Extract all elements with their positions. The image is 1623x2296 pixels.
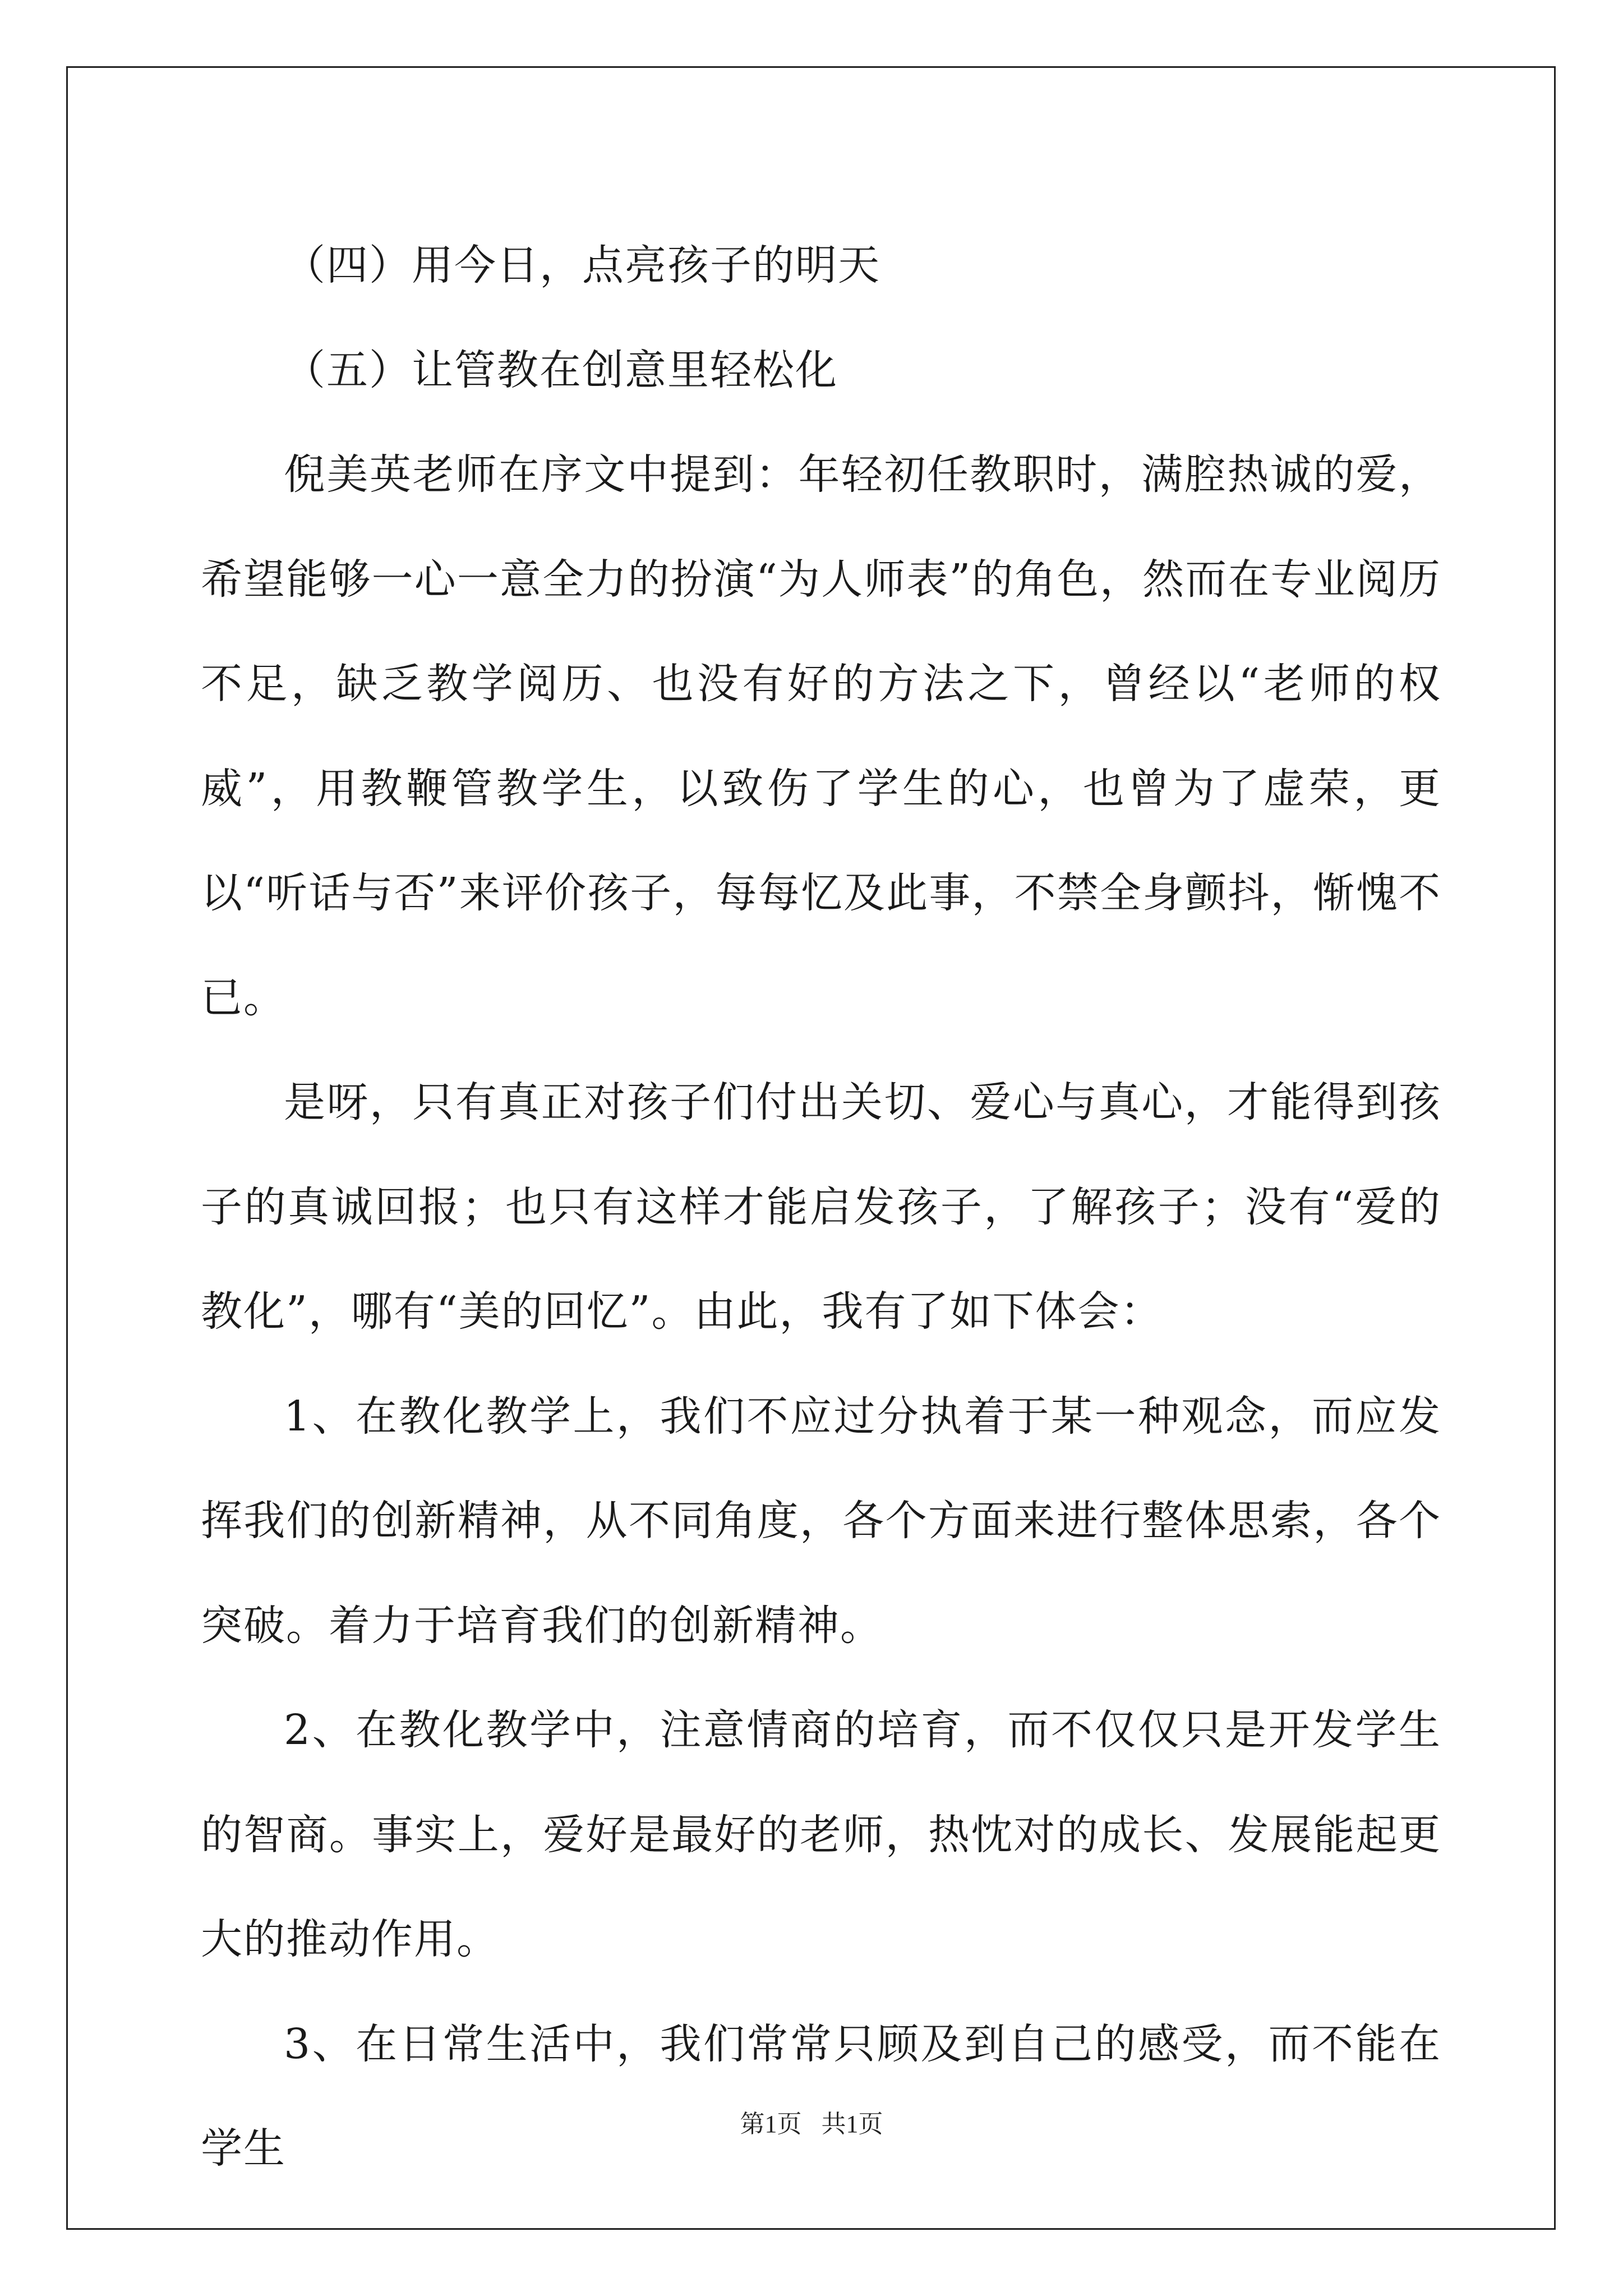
paragraph-heading-5: （五）让管教在创意里轻松化: [284, 346, 838, 394]
page-number: 第1页: [740, 2110, 802, 2138]
page-total: 共1页: [821, 2110, 883, 2138]
paragraph-point-2: 2、在教化教学中，注意情商的培育，而不仅仅只是开发学生的智商。事实上，爱好是最好的老师，热忱对的成长、发展能起更大的推动作用。: [201, 1706, 1441, 1963]
paragraph-preface: 倪美英老师在序文中提到：年轻初任教职时，满腔热诚的爱，希望能够一心一意全力的扮演“为人师表”的角色，然而在专业阅历不足，缺乏教学阅历、也没有好的方法之下，曾经以“老师的权威”，用教鞭管教学生，以致伤了学生的心，也曾为了虚荣，更以“听话与否”来评价孩子，每每忆及此事，不禁全身颤抖，惭愧不已。: [201, 450, 1441, 1022]
paragraph-point-3: 3、在日常生活中，我们常常只顾及到自己的感受，而不能在学生: [201, 2019, 1441, 2173]
paragraph-heading-4: （四）用今日，点亮孩子的明天: [284, 241, 880, 289]
document-body: [201, 213, 1441, 2201]
paragraph-reflection: 是呀，只有真正对孩子们付出关切、爱心与真心，才能得到孩子的真诚回报；也只有这样才能启发孩子，了解孩子；没有“爱的教化”，哪有“美的回忆”。由此，我有了如下体会：: [201, 1078, 1441, 1336]
paragraph-point-1: 1、在教化教学上，我们不应过分执着于某一种观念，而应发挥我们的创新精神，从不同角度，各个方面来进行整体思索，各个突破。着力于培育我们的创新精神。: [201, 1392, 1441, 1650]
page-footer: [0, 2104, 1623, 2139]
